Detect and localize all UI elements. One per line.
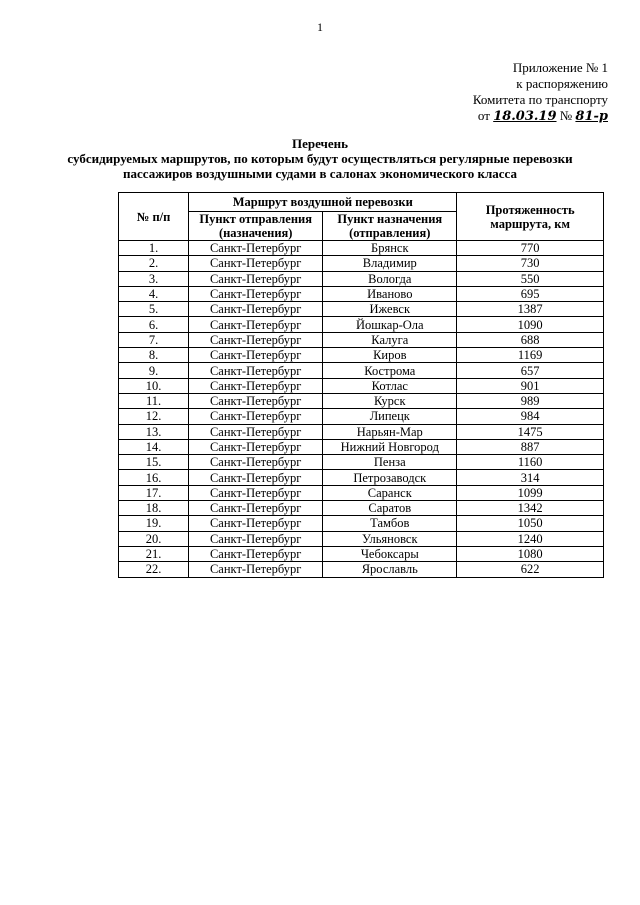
row-number: 6. [119,317,189,332]
destination-point: Тамбов [323,516,457,531]
departure-point: Санкт-Петербург [189,516,323,531]
route-length: 1080 [457,546,604,561]
route-length: 1475 [457,424,604,439]
number-prefix: № [559,108,573,123]
departure-point: Санкт-Петербург [189,348,323,363]
row-number: 22. [119,562,189,577]
appendix-committee: Комитета по транспорту [472,92,608,107]
row-number: 4. [119,286,189,301]
page-number: 1 [317,20,323,34]
header-departure: Пункт отправления (назначения) [189,212,323,241]
route-length: 1342 [457,501,604,516]
table-row [119,332,604,347]
table-row [119,378,604,393]
route-length: 1090 [457,317,604,332]
departure-point: Санкт-Петербург [189,302,323,317]
table-row [119,501,604,516]
departure-point: Санкт-Петербург [189,546,323,561]
route-length: 887 [457,439,604,454]
route-length: 688 [457,332,604,347]
route-length: 1387 [457,302,604,317]
route-length: 730 [457,256,604,271]
departure-point: Санкт-Петербург [189,393,323,408]
destination-point: Чебоксары [323,546,457,561]
destination-point: Вологда [323,271,457,286]
appendix-date-line [478,108,608,125]
row-number: 17. [119,485,189,500]
row-number: 9. [119,363,189,378]
route-length: 1160 [457,455,604,470]
handwritten-number: 81-р [575,109,608,124]
departure-point: Санкт-Петербург [189,455,323,470]
destination-point: Пенза [323,455,457,470]
route-length: 1099 [457,485,604,500]
route-length: 984 [457,409,604,424]
destination-point: Владимир [323,256,457,271]
table-row [119,302,604,317]
destination-point: Ярославль [323,562,457,577]
table-row [119,516,604,531]
route-length: 695 [457,286,604,301]
table-row [119,562,604,577]
table-row [119,241,604,256]
table-row [119,424,604,439]
departure-point: Санкт-Петербург [189,485,323,500]
row-number: 13. [119,424,189,439]
route-length: 622 [457,562,604,577]
route-length: 770 [457,241,604,256]
departure-point: Санкт-Петербург [189,501,323,516]
destination-point: Киров [323,348,457,363]
row-number: 20. [119,531,189,546]
row-number: 19. [119,516,189,531]
destination-point: Котлас [323,378,457,393]
destination-point: Саратов [323,501,457,516]
table-row [119,393,604,408]
departure-point: Санкт-Петербург [189,363,323,378]
departure-point: Санкт-Петербург [189,332,323,347]
departure-point: Санкт-Петербург [189,241,323,256]
header-destination: Пункт назначения (отправления) [323,212,457,241]
departure-point: Санкт-Петербург [189,271,323,286]
departure-point: Санкт-Петербург [189,531,323,546]
table-row [119,455,604,470]
appendix-block [408,60,608,125]
route-length: 1050 [457,516,604,531]
row-number: 15. [119,455,189,470]
departure-point: Санкт-Петербург [189,286,323,301]
appendix-order: к распоряжению [516,76,608,91]
routes-table [118,192,604,578]
table-row [119,439,604,454]
route-length: 1240 [457,531,604,546]
table-row [119,470,604,485]
table-row [119,286,604,301]
title-line-3: пассажиров воздушными судами в салонах экономического класса [123,166,517,181]
table-body [119,241,604,578]
departure-point: Санкт-Петербург [189,256,323,271]
route-length: 1169 [457,348,604,363]
destination-point: Ульяновск [323,531,457,546]
destination-point: Кострома [323,363,457,378]
row-number: 21. [119,546,189,561]
destination-point: Брянск [323,241,457,256]
table-row [119,363,604,378]
row-number: 14. [119,439,189,454]
departure-point: Санкт-Петербург [189,424,323,439]
row-number: 18. [119,501,189,516]
header-length: Протяженность маршрута, км [457,193,604,241]
table-row [119,409,604,424]
departure-point: Санкт-Петербург [189,378,323,393]
row-number: 7. [119,332,189,347]
table-row [119,546,604,561]
table-row [119,256,604,271]
departure-point: Санкт-Петербург [189,562,323,577]
row-number: 3. [119,271,189,286]
table-row [119,485,604,500]
title-line-1: Перечень [291,136,349,151]
destination-point: Нижний Новгород [323,439,457,454]
row-number: 16. [119,470,189,485]
destination-point: Курск [323,393,457,408]
route-length: 314 [457,470,604,485]
row-number: 8. [119,348,189,363]
header-number: № п/п [119,193,189,241]
destination-point: Ижевск [323,302,457,317]
destination-point: Саранск [323,485,457,500]
route-length: 989 [457,393,604,408]
table-row [119,348,604,363]
departure-point: Санкт-Петербург [189,470,323,485]
destination-point: Йошкар-Ола [323,317,457,332]
date-prefix: от [477,108,490,123]
destination-point: Петрозаводск [323,470,457,485]
table-row [119,317,604,332]
header-route: Маршрут воздушной перевозки [189,193,457,212]
row-number: 2. [119,256,189,271]
row-number: 11. [119,393,189,408]
departure-point: Санкт-Петербург [189,439,323,454]
route-length: 550 [457,271,604,286]
appendix-title: Приложение № 1 [512,60,608,75]
destination-point: Иваново [323,286,457,301]
row-number: 12. [119,409,189,424]
destination-point: Нарьян-Мар [323,424,457,439]
handwritten-date: 18.03.19 [493,109,557,124]
row-number: 5. [119,302,189,317]
destination-point: Липецк [323,409,457,424]
departure-point: Санкт-Петербург [189,409,323,424]
title-line-2: субсидируемых маршрутов, по которым будут осуществляться регулярные перевозки [67,151,573,166]
table-row [119,531,604,546]
route-length: 657 [457,363,604,378]
table-row [119,271,604,286]
row-number: 1. [119,241,189,256]
departure-point: Санкт-Петербург [189,317,323,332]
row-number: 10. [119,378,189,393]
route-length: 901 [457,378,604,393]
destination-point: Калуга [323,332,457,347]
document-title [20,136,620,181]
